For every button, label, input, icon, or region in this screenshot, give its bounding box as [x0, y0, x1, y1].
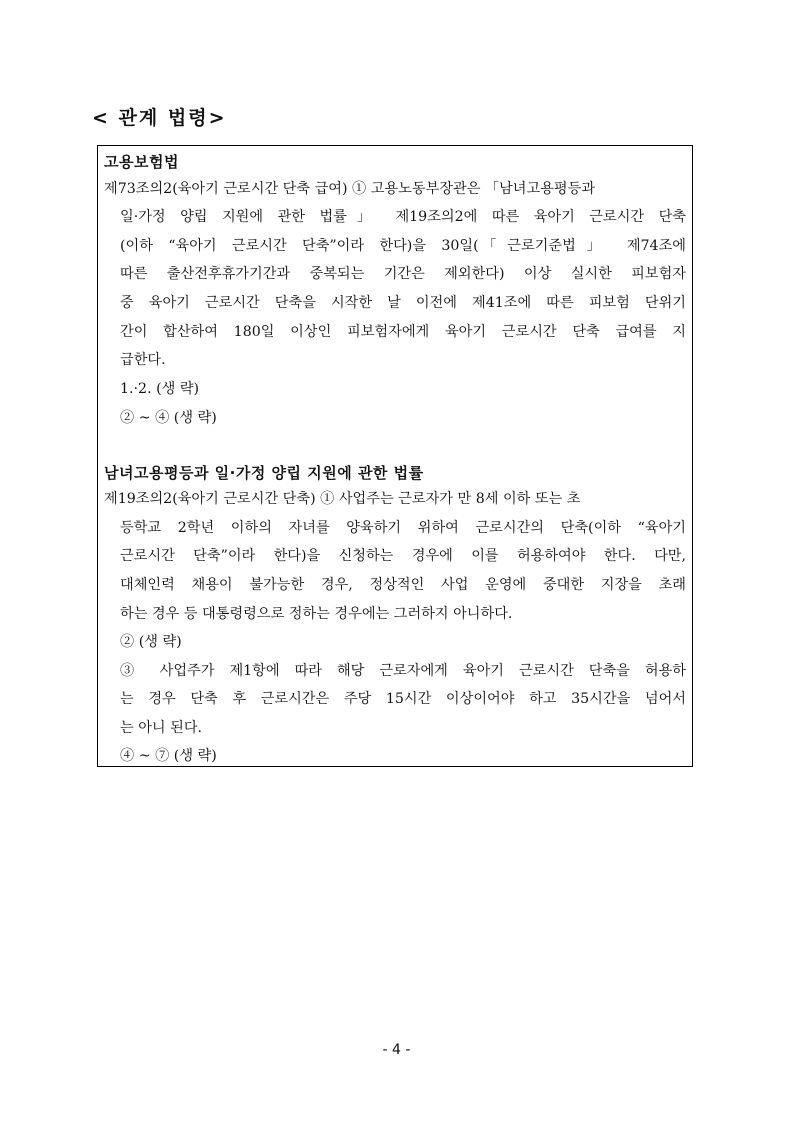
law-text-line: 따른 출산전후휴가기간과 중복되는 기간은 제외한다) 이상 실시한 피보험자 [120, 266, 686, 282]
law-text-line: ③ 사업주가 제1항에 따라 해당 근로자에게 육아기 근로시간 단축을 허용하 [120, 663, 686, 679]
law-text-line: 하는 경우 등 대통령령으로 정하는 경우에는 그러하지 아니하다. [120, 606, 513, 622]
page-heading: < 관계 법령> [92, 107, 227, 129]
law-text-line: 는 경우 단축 후 근로시간은 주당 15시간 이상이어야 하고 35시간을 넘어서 [120, 691, 686, 707]
law-text-line: ② (생 략) [120, 634, 182, 650]
section-title-employment-insurance-act: 고용보험법 [104, 153, 179, 171]
law-text-line: 근로시간 단축”이라 한다)을 신청하는 경우에 이를 허용하여야 한다. 다만, [120, 548, 686, 564]
law-text-line: 는 아니 된다. [120, 720, 203, 736]
law-text-line: 간이 합산하여 180일 이상인 피보험자에게 육아기 근로시간 단축 급여를 지 [120, 324, 686, 340]
law-excerpt-box [97, 145, 693, 767]
law-text-line: 중 육아기 근로시간 단축을 시작한 날 이전에 제41조에 따른 피보험 단위기 [120, 295, 686, 311]
law-text-line: ② ~ ④ (생 략) [120, 410, 217, 426]
law-text-line: 제73조의2(육아기 근로시간 단축 급여) ① 고용노동부장관은 「남녀고용평등과 [104, 181, 596, 197]
law-text-line: 제19조의2(육아기 근로시간 단축) ① 사업주는 근로자가 만 8세 이하 또는 초 [104, 491, 581, 507]
law-text-line: 급한다. [120, 352, 166, 368]
law-text-line: 일·가정 양립 지원에 관한 법률」 제19조의2에 따른 육아기 근로시간 단축 [120, 209, 686, 225]
law-text-line: ④ ~ ⑦ (생 략) [120, 748, 217, 764]
section-title-gender-equality-act: 남녀고용평등과 일·가정 양립 지원에 관한 법률 [104, 464, 424, 482]
law-text-line: 1.·2. (생 략) [120, 381, 200, 397]
law-text-line: 대체인력 채용이 불가능한 경우, 정상적인 사업 운영에 중대한 지장을 초래 [120, 577, 686, 593]
page-number: - 4 - [382, 1042, 411, 1058]
law-text-line: 등학교 2학년 이하의 자녀를 양육하기 위하여 근로시간의 단축(이하 “육아기 [120, 520, 686, 536]
law-text-line: (이하 “육아기 근로시간 단축”이라 한다)을 30일(「근로기준법」 제74조에 [120, 238, 686, 254]
